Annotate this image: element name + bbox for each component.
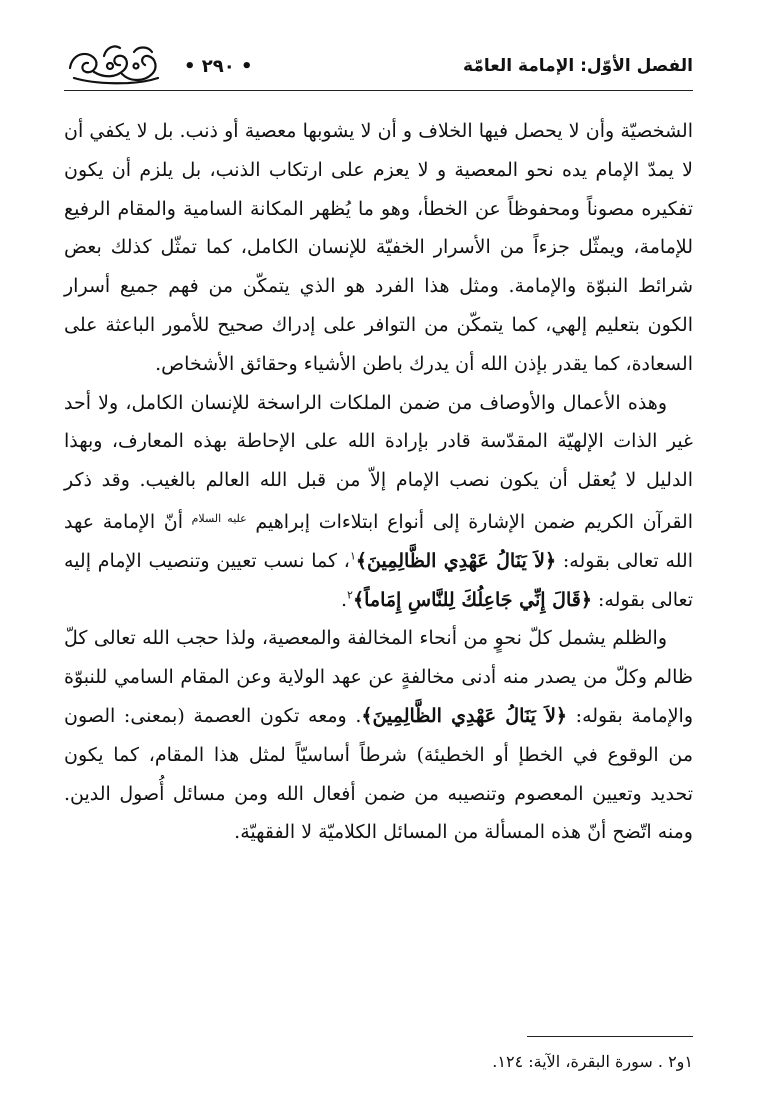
footnote-ref: ٢ <box>347 588 353 602</box>
honorific: عليه السلام <box>191 511 247 525</box>
chapter-title: الفصل الأوّل: الإمامة العامّة <box>463 56 693 76</box>
text-run: أنّ الإمامة عهد الله تعالى بقوله: <box>64 510 693 572</box>
footnote: ١و٢ . سورة البقرة، الآية: ١٢٤. <box>492 1052 693 1071</box>
text-run: الشخصيّة وأن لا يحصل فيها الخلاف و أن لا يشوبها معصية أو ذنب. بل لا يكفي أن لا يمدّ الإمام يده نحو المعصية و لا يعزم على ارتكاب الذنب، بل يلزم أن يكون تفكيره مصوناً ومحفوظاً عن الخطأ، وهو ما يُظهر المكانة السامية والمقام الرفيع للإمامة، ويمثّل جزءاً من الأسرار الخفيّة للإنسان الكامل، كما تمثّل كذلك بعض شرائط النبوّة والإمامة. ومثل هذا الفرد هو الذي يتمكّن من فهم جميع أسرار الكون بتعليم إلهي، كما يتمكّن من التوافر على إدراك صحيح للأمور الباعثة على السعادة، كما يقدر بإذن الله أن يدرك باطن الأشياء وحقائق الأشخاص. <box>64 120 693 375</box>
footnote-divider <box>527 1036 693 1037</box>
publisher-logo-ornament-icon <box>64 42 164 88</box>
text-run: . <box>341 588 348 611</box>
quran-verse: ﴿لاَ يَنَالُ عَهْدِي الظَّالِمِينَ﴾ <box>361 704 568 727</box>
running-header <box>64 46 693 90</box>
paragraph-1 <box>64 112 693 384</box>
paragraph-3 <box>64 619 693 852</box>
text-run: والظلم يشمل كلّ نحوٍ من أنحاء المخالفة والمعصية، ولذا حجب الله تعالى كلّ ظالم وكلّ من يصدر منه أدنى مخالفةٍ عن عهد الولاية وعن المقام السامي للنبوّة والإمامة بقوله: <box>64 627 694 727</box>
footnote-ref: ١ <box>349 549 356 563</box>
body-text <box>64 112 693 852</box>
paragraph-2 <box>64 384 693 620</box>
text-run: وهذه الأعمال والأوصاف من ضمن الملكات الراسخة للإنسان الكامل، ولا أحد غير الذات الإلهيّة المقدّسة قادر بإرادة الله على الإحاطة بهذه المعارف، وبهذا الدليل لا يُعقل أن يكون نصب الإمام إلاّ من قبل الله العالم بالغيب. وقد ذكر القرآن الكريم ضمن الإشارة إلى أنواع ابتلاءات إبراهيم <box>64 391 694 533</box>
page-number: • ٢٩٠ • <box>184 56 253 77</box>
quran-verse: ﴿لاَ يَنَالُ عَهْدِي الظَّالِمِينَ﴾ <box>355 549 557 572</box>
quran-verse: ﴿قَالَ إِنِّي جَاعِلُكَ لِلنَّاسِ إِمَاماً﴾ <box>352 588 592 611</box>
text-run: ، كما نسب تعيين وتنصيب الإمام إليه تعالى بقوله: <box>64 549 693 611</box>
text-run: . ومعه تكون العصمة (بمعنى: الصون من الوقوع في الخطإ أو الخطيئة) شرطاً أساسيّاً لمثل هذا المقام، كما يكون تحديد وتعيين المعصوم وتنصيبه من ضمن أفعال الله ومن مسائل أُصول الدين. ومنه اتّضح أنّ هذه المسألة من المسائل الكلاميّة لا الفقهيّة. <box>64 704 693 844</box>
header-divider <box>64 90 693 91</box>
